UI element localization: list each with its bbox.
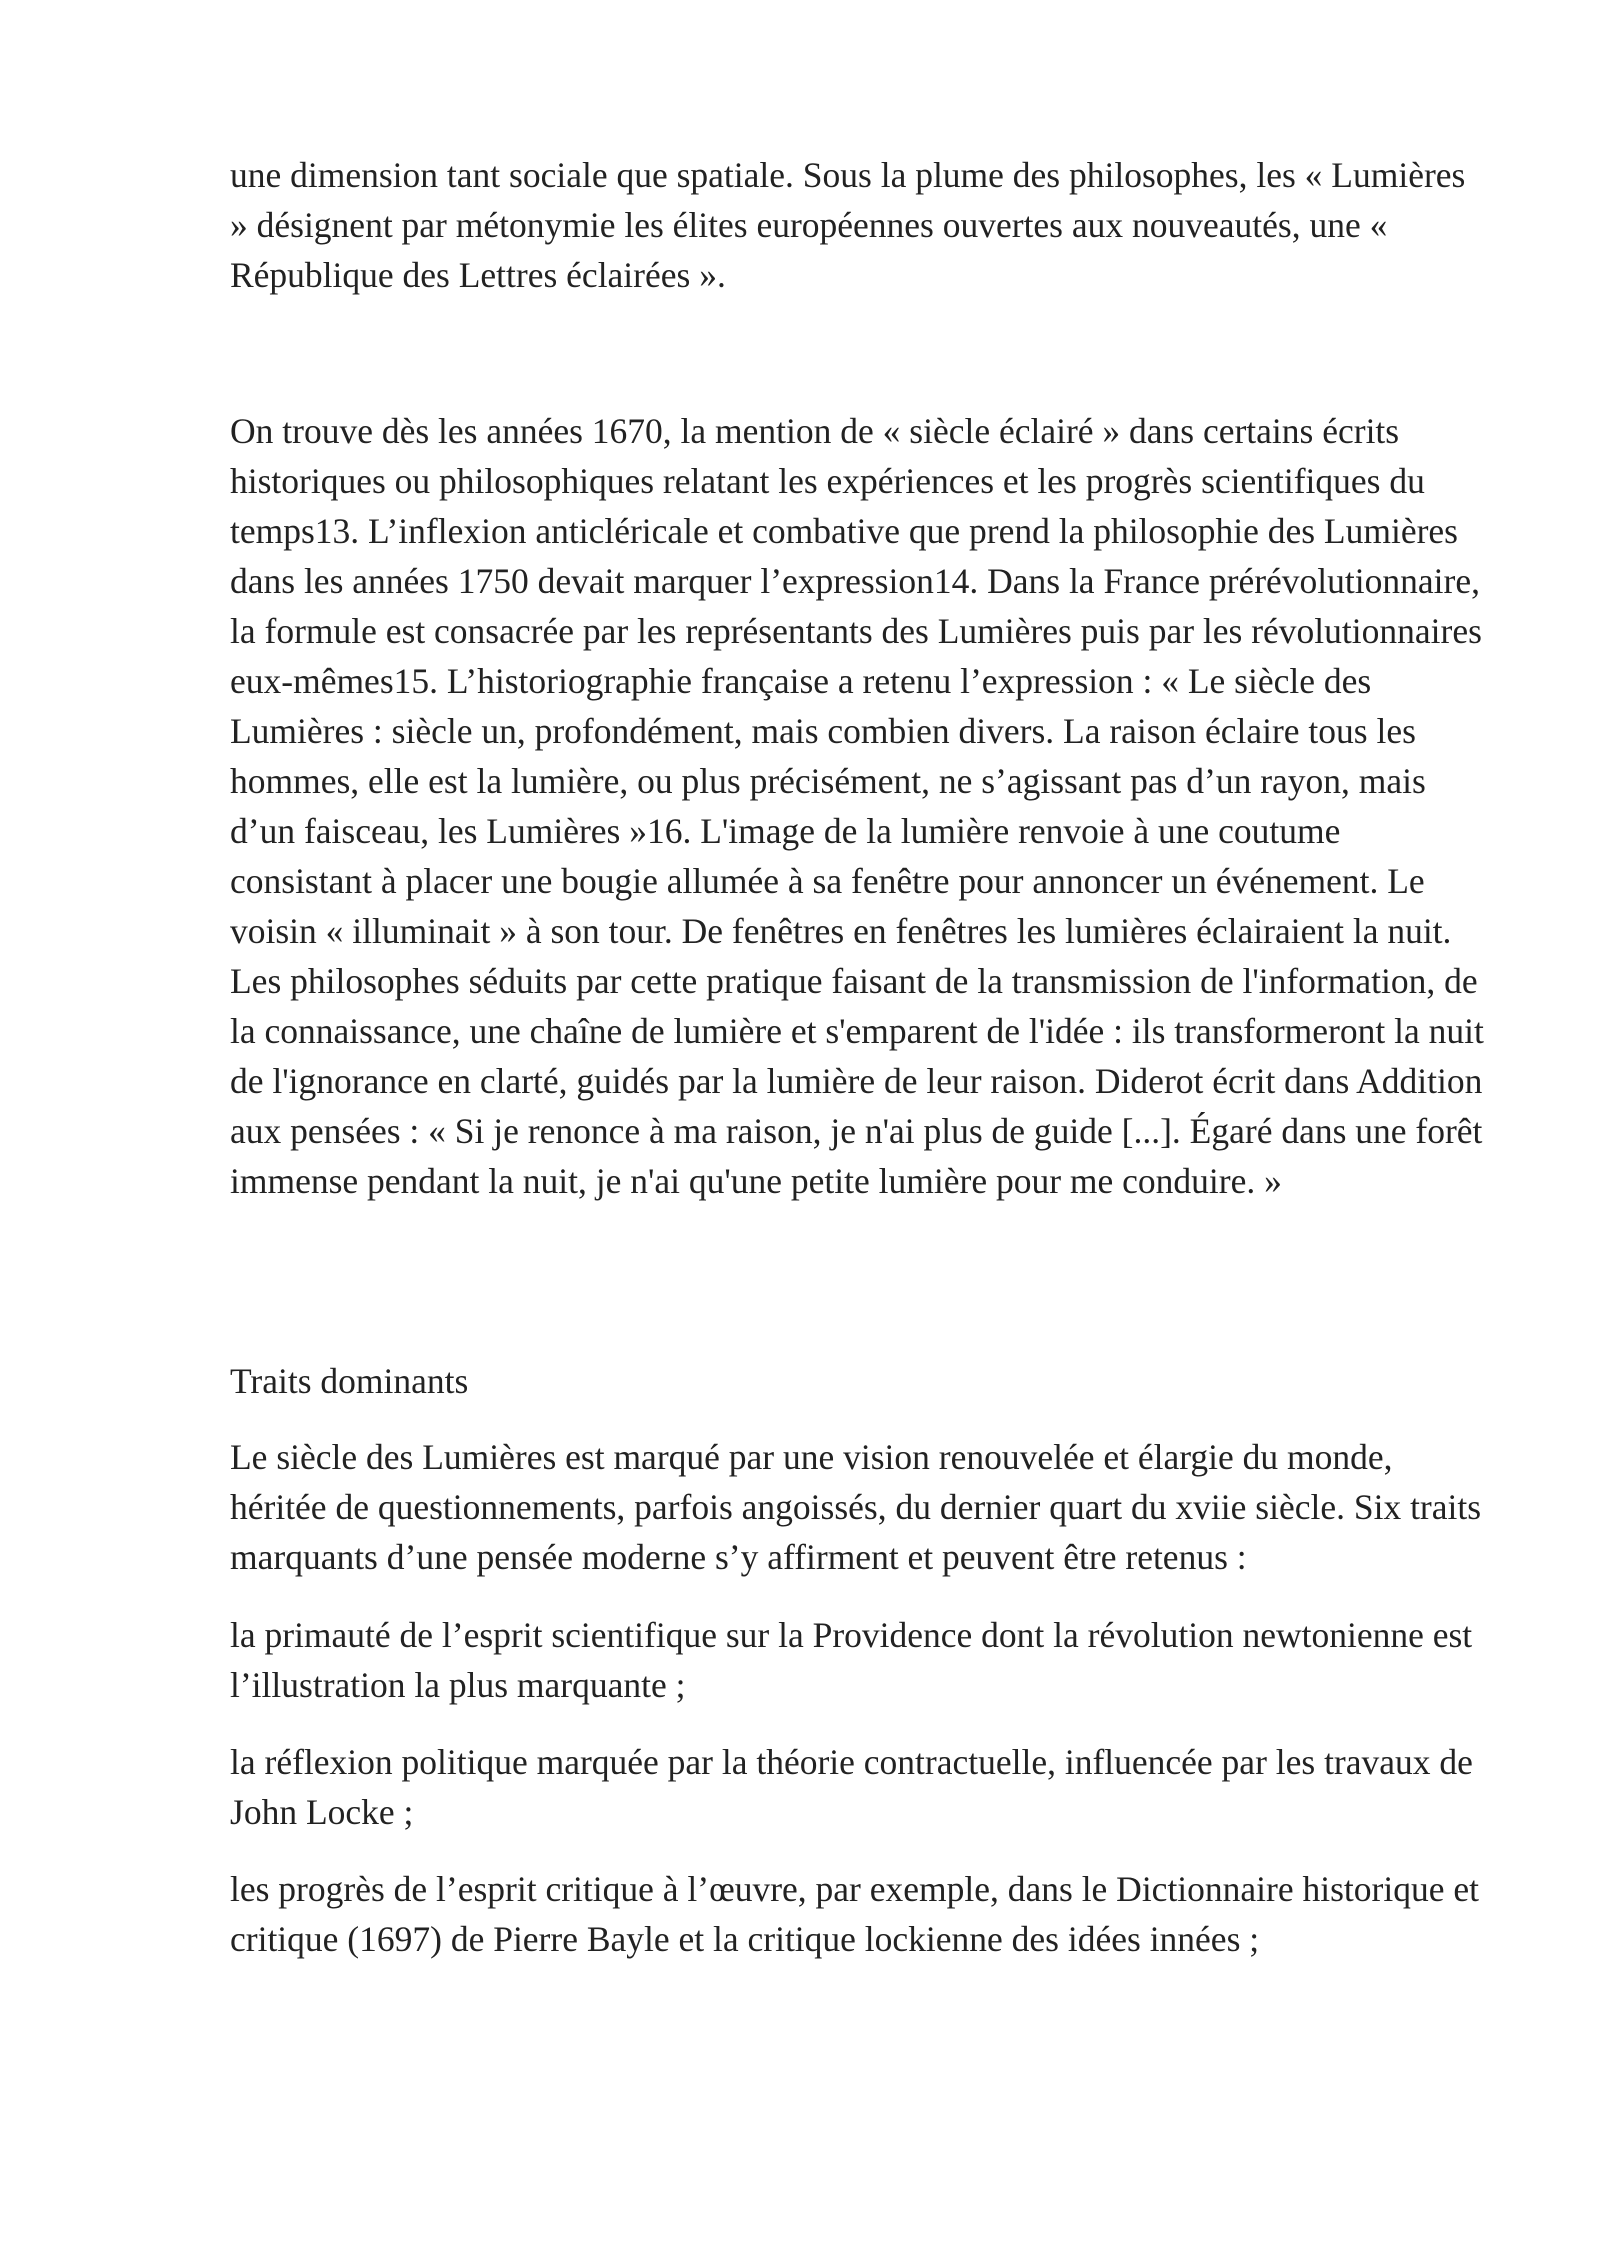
list-item-political-reflection: la réflexion politique marquée par la théorie contractuelle, influencée par les travaux de John Locke ; xyxy=(230,1742,1473,1832)
section-heading: Traits dominants xyxy=(230,1361,469,1401)
paragraph-intro: une dimension tant sociale que spatiale. Sous la plume des philosophes, les « Lumières » désignent par métonymie les élites européennes ouvertes aux nouveautés, une « République des Lettres éclairées ». xyxy=(230,155,1466,295)
list-item-critical-spirit: les progrès de l’esprit critique à l’œuvre, par exemple, dans le Dictionnaire historique et critique (1697) de Pierre Bayle et la critique lockienne des idées innées ; xyxy=(230,1869,1479,1959)
paragraph-siecle-eclaire: On trouve dès les années 1670, la mention de « siècle éclairé » dans certains écrits historiques ou philosophiques relatant les expériences et les progrès scientifiques du temps13. L’inflexion anticléricale et combative que prend la philosophie des Lumières dans les années 1750 devait marquer l’expression14. Dans la France prérévolutionnaire, la formule est consacrée par les représentants des Lumières puis par les révolutionnaires eux-mêmes15. L’historiographie française a retenu l’expression : « Le siècle des Lumières : siècle un, profondément, mais combien divers. La raison éclaire tous les hommes, elle est la lumière, ou plus précisément, ne s’agissant pas d’un rayon, mais d’un faisceau, les Lumières »16. L'image de la lumière renvoie à une coutume consistant à placer une bougie allumée à sa fenêtre pour annoncer un événement. Le voisin « illuminait » à son tour. De fenêtres en fenêtres les lumières éclairaient la nuit. Les philosophes séduits par cette pratique faisant de la transmission de l'information, de la connaissance, une chaîne de lumière et s'emparent de l'idée : ils transformeront la nuit de l'ignorance en clarté, guidés par la lumière de leur raison. Diderot écrit dans Addition aux pensées : « Si je renonce à ma raison, je n'ai plus de guide [...]. Égaré dans une forêt immense pendant la nuit, je n'ai qu'une petite lumière pour me conduire. » xyxy=(230,411,1484,1201)
paragraph-traits: Le siècle des Lumières est marqué par une vision renouvelée et élargie du monde, héritée de questionnements, parfois angoissés, du dernier quart du xviie siècle. Six traits marquants d’une pensée moderne s’y affirment et peuvent être retenus : xyxy=(230,1437,1482,1577)
list-item-scientific-spirit: la primauté de l’esprit scientifique sur la Providence dont la révolution newtonienne est l’illustration la plus marquante ; xyxy=(230,1615,1473,1705)
